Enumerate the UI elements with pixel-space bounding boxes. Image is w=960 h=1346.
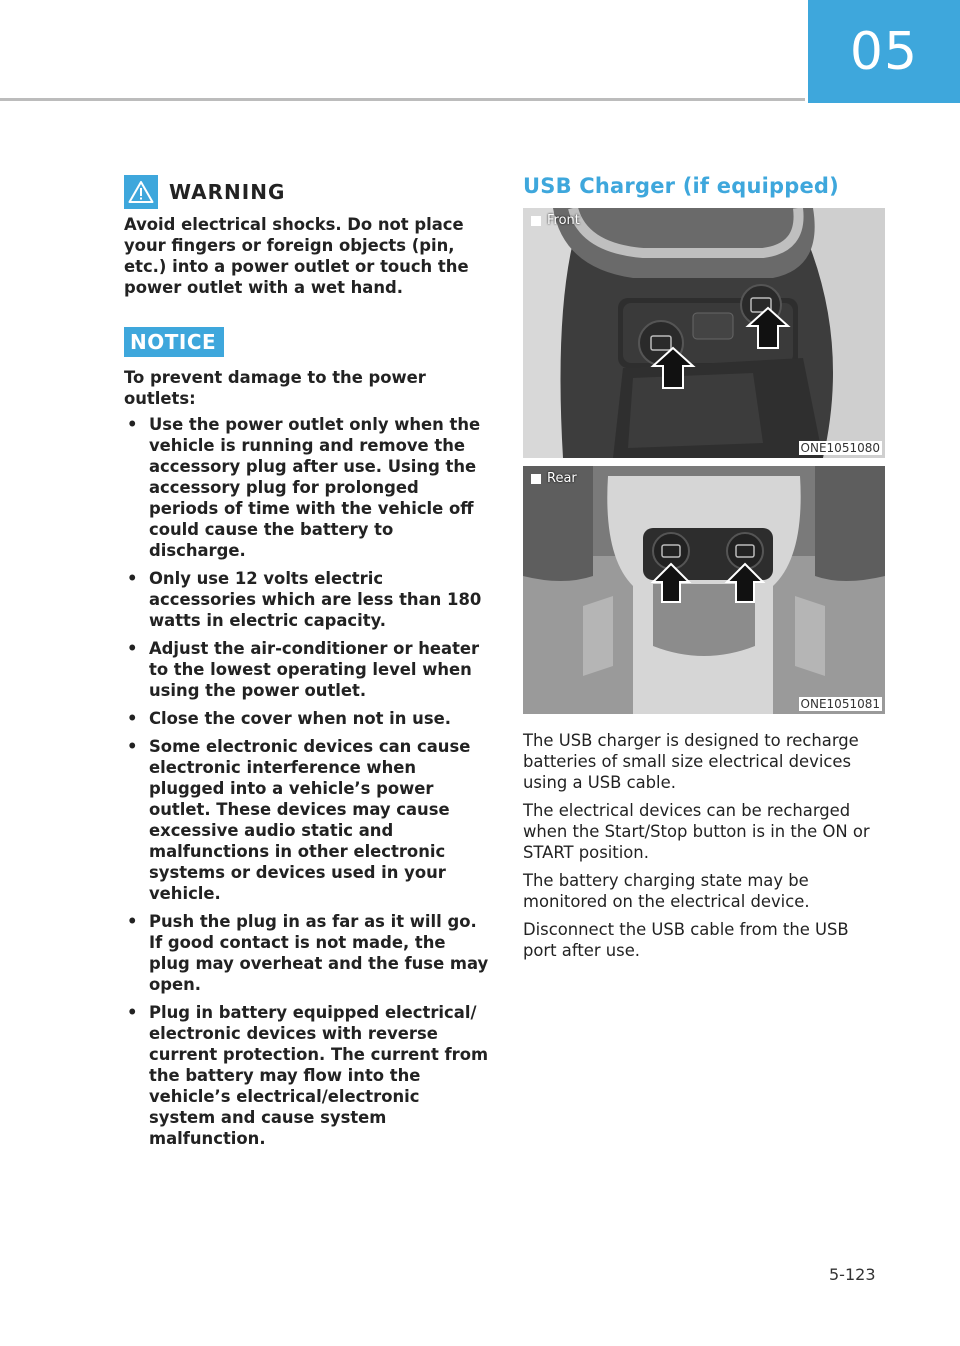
photo-label-rear: [531, 471, 577, 486]
usb-description: [523, 730, 885, 961]
notice-bullet-list: [124, 414, 490, 1149]
notice-bullet: • Use the power outlet only when the vehicle is running and remove the accessory plug after use. Using the accessory plug for prolonged periods of time with the vehicle off could cause the battery to discharge.: [124, 414, 490, 561]
body-paragraph: The USB charger is designed to recharge batteries of small size electrical devices using a USB cable.: [523, 731, 859, 792]
photo-label-text: Front: [547, 213, 580, 228]
warning-text: Avoid electrical shocks. Do not place your fingers or foreign objects (pin, etc.) into a power outlet or touch the power outlet with a wet hand.: [124, 215, 469, 297]
rear-usb-photo: [523, 466, 885, 714]
left-column: [124, 172, 490, 1156]
front-console-illustration: [523, 208, 885, 458]
notice-bullet: • Some electronic devices can cause electronic interference when plugged into a vehicle’s power outlet. These devices may cause excessive audio static and malfunctions in other electronic systems or devices used in your vehicle.: [124, 736, 490, 904]
photo-code: ONE1051081: [800, 697, 880, 711]
rear-console-illustration: [523, 466, 885, 714]
notice-label: NOTICE: [124, 327, 224, 357]
chapter-tab: [808, 0, 960, 103]
photo-code: ONE1051080: [800, 441, 880, 455]
label-square-icon: [531, 474, 541, 484]
body-paragraph: The battery charging state may be monitored on the electrical device.: [523, 871, 810, 911]
notice-bullet: • Adjust the air-conditioner or heater to the lowest operating level when using the power outlet.: [124, 638, 490, 701]
warning-title: WARNING: [169, 180, 286, 204]
front-usb-photo: [523, 208, 885, 458]
warning-icon: [124, 175, 158, 209]
photo-label-text: Rear: [547, 471, 577, 486]
notice-bullet: • Push the plug in as far as it will go. If good contact is not made, the plug may overheat and the fuse may open.: [124, 911, 490, 995]
page-number: 5-123: [829, 1265, 876, 1284]
notice-bullet: • Close the cover when not in use.: [124, 708, 490, 729]
header-rule: [0, 98, 805, 101]
body-paragraph: The electrical devices can be recharged when the Start/Stop button is in the ON or START position.: [523, 801, 870, 862]
notice-bullet: • Only use 12 volts electric accessories which are less than 180 watts in electric capacity.: [124, 568, 490, 631]
label-square-icon: [531, 216, 541, 226]
notice-intro: To prevent damage to the power outlets:: [124, 368, 426, 408]
chapter-number: 05: [849, 21, 919, 82]
warning-header: [124, 172, 490, 212]
section-title: USB Charger (if equipped): [523, 174, 839, 198]
notice-bullet: • Plug in battery equipped electrical/ electronic devices with reverse current protection. The current from the battery may flow into the vehicle’s electrical/electronic system and cause system malfunction.: [124, 1002, 490, 1149]
right-column: [523, 172, 885, 968]
body-paragraph: Disconnect the USB cable from the USB port after use.: [523, 920, 849, 960]
photo-label-front: [531, 213, 580, 228]
